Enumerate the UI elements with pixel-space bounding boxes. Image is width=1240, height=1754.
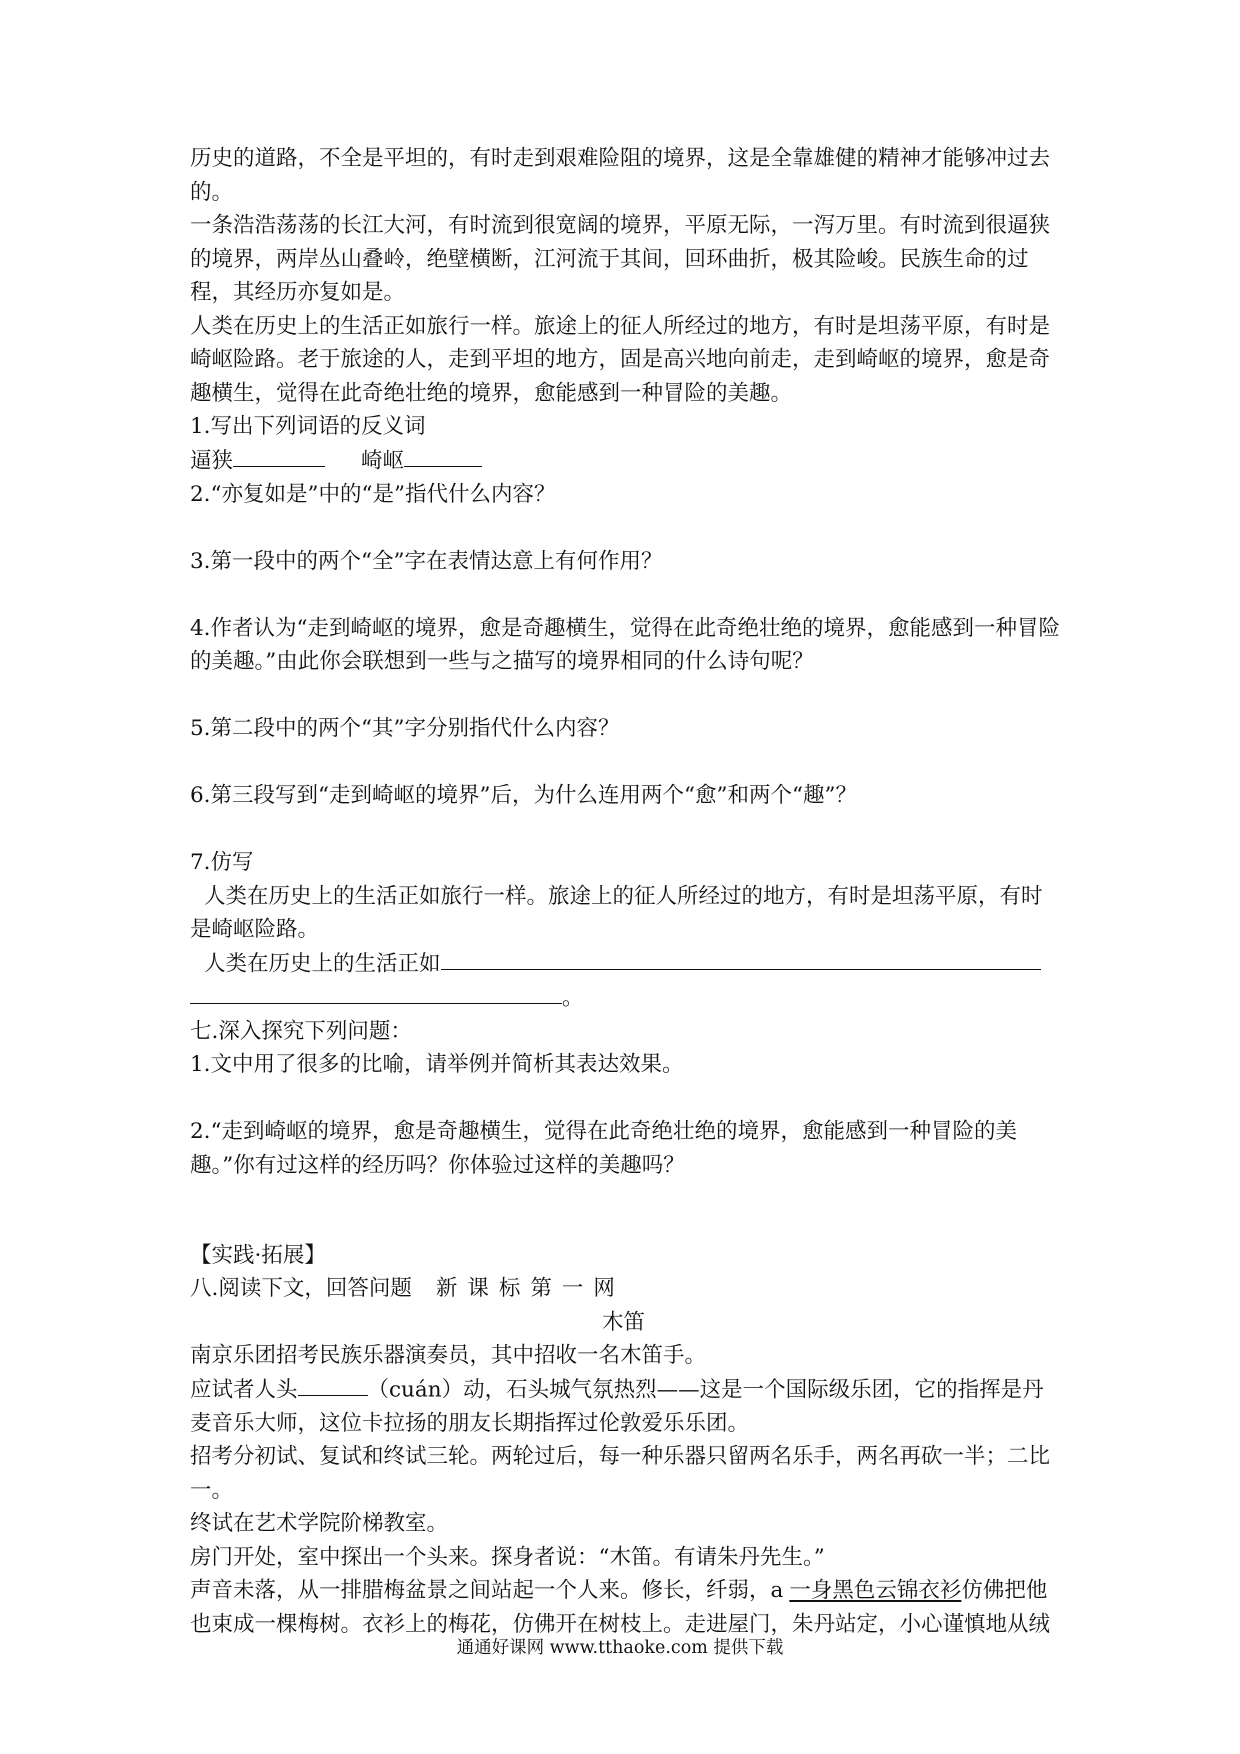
watermark-text: 新课标第一网: [435, 1276, 625, 1302]
section-8-heading: 八.阅读下文，回答问题: [190, 1276, 412, 1302]
question-7-prompt-line: [190, 947, 1060, 981]
practice-heading: 【实践·拓展】: [190, 1242, 326, 1268]
antonym-word-b: 崎岖: [361, 448, 405, 474]
question-7-example: 人类在历史上的生活正如旅行一样。旅途上的征人所经过的地方，有时是坦荡平原，有时是崎岖险路。: [190, 883, 1043, 943]
question-2: 2.“亦复如是”中的“是”指代什么内容？: [190, 481, 556, 507]
page-footer: 通通好课网 www.tthaoke.com 提供下载: [456, 1638, 784, 1658]
section-7-question-2: 2.“走到崎岖的境界，愈是奇趣横生，觉得在此奇绝壮绝的境界，愈能感到一种冒险的美趣。”你有过这样的经历吗？你体验过这样的美趣吗？: [190, 1119, 1018, 1178]
story-paragraph-4: 终试在艺术学院阶梯教室。: [190, 1511, 449, 1537]
question-7-prompt: 人类在历史上的生活正如: [204, 951, 441, 977]
question-7-end: 。: [562, 985, 584, 1011]
answer-blank-a[interactable]: [233, 444, 325, 468]
answer-space: [190, 679, 1060, 713]
imitation-blank-2[interactable]: [190, 981, 562, 1005]
answer-space: [190, 1182, 1060, 1216]
annotation-mark-a: a: [770, 1578, 784, 1604]
story-paragraph-1: 南京乐团招考民族乐器演奏员，其中招收一名木笛手。: [190, 1343, 707, 1369]
question-1: 1.写出下列词语的反义词: [190, 414, 426, 439]
story-paragraph-3: 招考分初试、复试和终试三轮。两轮过后，每一种乐器只留两名乐手，两名再砍一半；二比一。: [190, 1444, 1051, 1503]
question-4: 4.作者认为“走到崎岖的境界，愈是奇趣横生，觉得在此奇绝壮绝的境界，愈能感到一种冒险的美趣。”由此你会联想到一些与之描写的境界相同的什么诗句呢？: [190, 615, 1061, 675]
story-paragraph-2-pre: 应试者人头: [190, 1377, 298, 1403]
imitation-blank-1[interactable]: [441, 947, 1041, 971]
answer-space: [190, 511, 1060, 545]
question-1-answer-line: [190, 444, 1060, 478]
question-7: 7.仿写: [190, 850, 254, 876]
answer-space: [190, 1082, 1060, 1116]
question-5: 5.第二段中的两个“其”字分别指代什么内容？: [190, 716, 620, 742]
story-paragraph-6-pre: 声音未落，从一排腊梅盆景之间站起一个人来。修长，纤弱，: [190, 1578, 771, 1604]
question-6: 6.第三段写到“走到崎岖的境界”后，为什么连用两个“愈”和两个“趣”？: [190, 783, 857, 809]
story-paragraph-2-post: （cuán）动，石头城气氛热烈——这是一个国际级乐团，它的指挥是丹麦音乐大师，这位卡拉扬的朋友长期指挥过伦敦爱乐乐团。: [190, 1377, 1044, 1436]
passage-paragraph-3: 人类在历史上的生活正如旅行一样。旅途上的征人所经过的地方，有时是坦荡平原，有时是崎岖险路。老于旅途的人，走到平坦的地方，固是高兴地向前走，走到崎岖的境界，愈是奇趣横生，觉得在此奇绝壮绝的境界，愈能感到一种冒险的美趣。: [190, 313, 1051, 406]
answer-space: [190, 578, 1060, 612]
answer-space: [190, 1216, 1060, 1239]
passage-paragraph-2: 一条浩浩荡荡的长江大河，有时流到很宽阔的境界，平原无际，一泻万里。有时流到很逼狭的境界，两岸丛山叠岭，绝壁横断，江河流于其间，回环曲折，极其险峻。民族生命的过程，其经历亦复如是。: [190, 213, 1051, 305]
question-3: 3.第一段中的两个“全”字在表情达意上有何作用？: [190, 548, 663, 574]
story-paragraph-5: 房门开处，室中探出一个头来。探身者说：“木笛。有请朱丹先生。”: [190, 1544, 825, 1570]
answer-space: [190, 746, 1060, 780]
question-7-second-line: [190, 981, 1060, 1015]
section-7-heading: 七.深入探究下列问题：: [190, 1018, 412, 1044]
answer-space: [190, 813, 1060, 847]
answer-blank-b[interactable]: [404, 444, 482, 468]
section-7-question-1: 1.文中用了很多的比喻，请举例并简析其表达效果。: [190, 1052, 684, 1078]
story-paragraph-6-post: 仿佛把他也束成一棵梅树。衣衫上的梅花，仿佛开在树枝上。走进屋门，朱丹站定，小心谨慎地从绒: [190, 1578, 1051, 1637]
antonym-word-a: 逼狭: [190, 448, 234, 474]
story-paragraph-2: [190, 1373, 1060, 1441]
section-8-line: [190, 1272, 1060, 1306]
document-body: [190, 142, 1060, 1641]
story-title: 木笛: [602, 1309, 646, 1335]
underlined-phrase: 一身黑色云锦衣衫: [789, 1578, 962, 1604]
pinyin-blank[interactable]: [298, 1373, 368, 1397]
passage-paragraph-1: 历史的道路，不全是平坦的，有时走到艰难险阻的境界，这是全靠雄健的精神才能够冲过去的。: [190, 146, 1051, 205]
story-paragraph-6: [190, 1574, 1060, 1641]
